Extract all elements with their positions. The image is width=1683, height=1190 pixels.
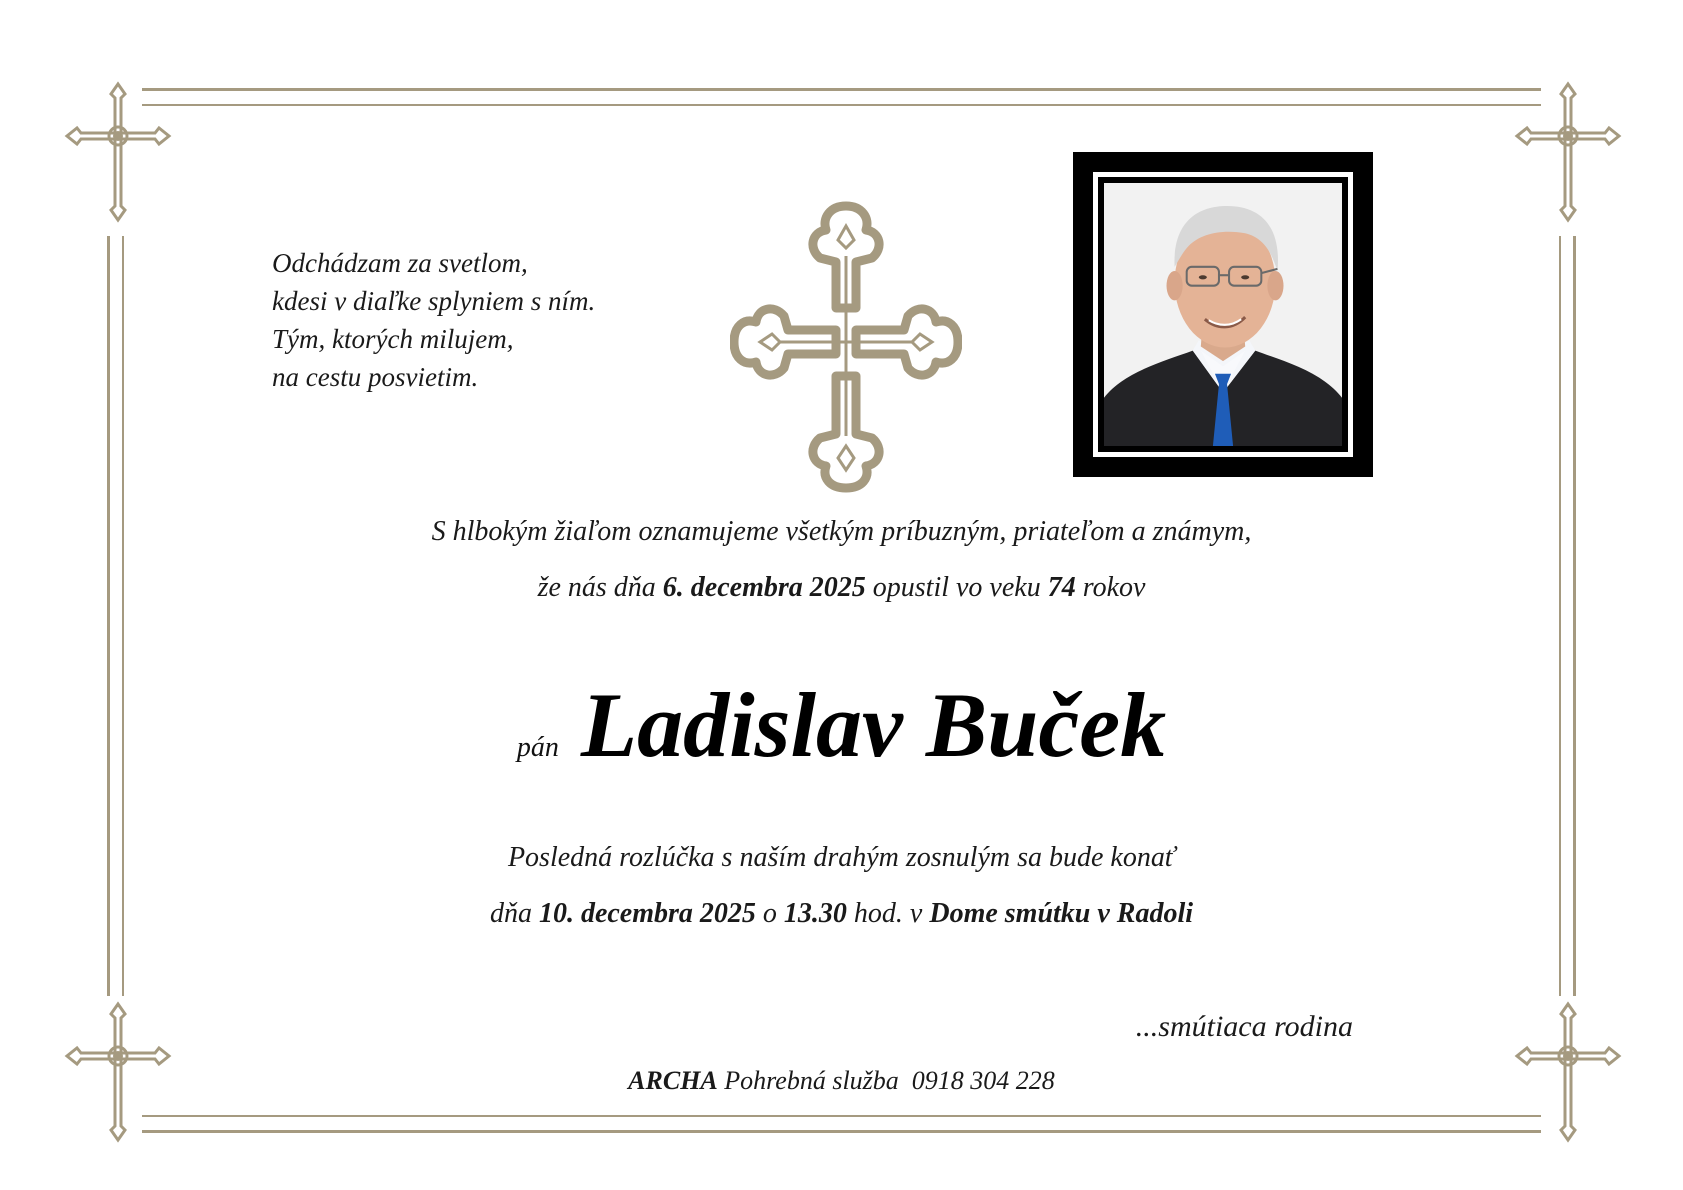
frame-right-outer xyxy=(1573,236,1576,996)
funeral-line-2 xyxy=(0,898,1683,930)
funeral-date: 10. decembra 2025 xyxy=(538,898,756,929)
announcement-line-1: S hlbokým žiaľom oznamujeme všetkým príbuzným, priateľom a známym, xyxy=(431,516,1252,547)
funeral-time: 13.30 xyxy=(783,898,847,929)
age: 74 xyxy=(1047,572,1076,603)
portrait-icon xyxy=(1104,183,1342,446)
poem-line: kdesi v diaľke splyniem s ním. xyxy=(272,286,596,316)
funeral-place: Dome smútku v Radoli xyxy=(929,898,1194,929)
poem-line: na cestu posvietim. xyxy=(272,362,479,392)
poem-line: Tým, ktorých milujem, xyxy=(272,324,514,354)
funeral-o: o xyxy=(755,898,784,929)
funeral-service-footer xyxy=(0,1066,1683,1096)
announcement-prefix: že nás dňa xyxy=(537,572,663,603)
announcement-suffix: rokov xyxy=(1075,572,1146,603)
frame-right-inner xyxy=(1559,236,1561,996)
announcement-middle: opustil vo veku xyxy=(865,572,1048,603)
death-date: 6. decembra 2025 xyxy=(662,572,866,603)
poem-line: Odchádzam za svetlom, xyxy=(272,248,528,278)
frame-bottom-outer xyxy=(142,1130,1541,1133)
deceased-name-row xyxy=(0,672,1683,778)
frame-top-outer xyxy=(142,88,1541,91)
deceased-name: Ladislav Buček xyxy=(580,674,1167,776)
poem xyxy=(272,244,595,396)
frame-top-inner xyxy=(142,104,1541,106)
announcement-line-2 xyxy=(0,572,1683,604)
company-service: Pohrebná služba 0918 304 228 xyxy=(717,1066,1055,1095)
portrait-photo xyxy=(1104,183,1342,446)
funeral-line-1: Posledná rozlúčka s naším drahým zosnulým sa bude konať xyxy=(507,842,1176,873)
portrait-frame xyxy=(1073,152,1373,477)
frame-left-inner xyxy=(122,236,124,996)
family-signature: ...smútiaca rodina xyxy=(1135,1010,1353,1043)
corner-cross-icon xyxy=(63,78,173,223)
funeral-prefix: dňa xyxy=(489,898,539,929)
deceased-title: pán xyxy=(516,732,559,763)
corner-cross-icon xyxy=(1513,78,1623,223)
ornate-cross-icon xyxy=(730,196,962,496)
company-name: ARCHA xyxy=(628,1066,718,1095)
frame-bottom-inner xyxy=(142,1115,1541,1117)
funeral-hod: hod. v xyxy=(846,898,930,929)
frame-left-outer xyxy=(107,236,110,996)
